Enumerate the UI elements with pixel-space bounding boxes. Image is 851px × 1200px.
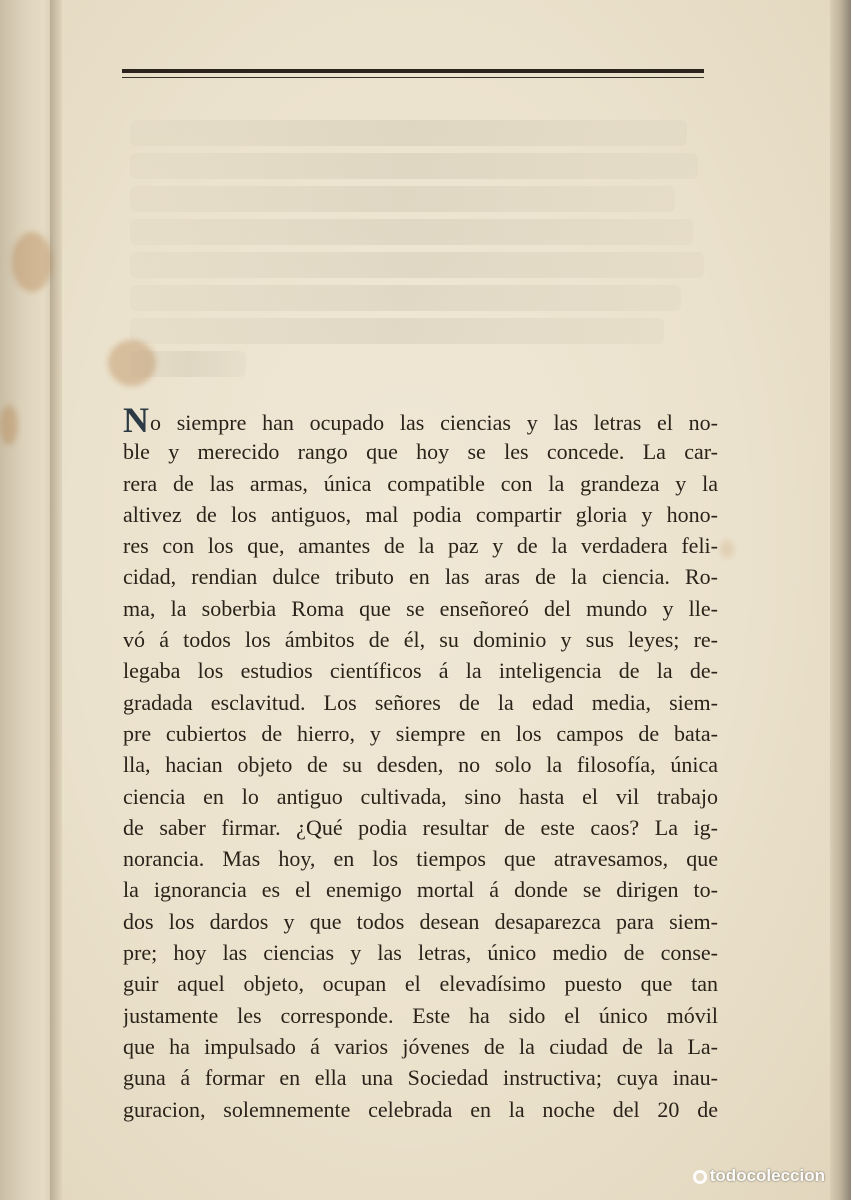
text-line: guir aquel objeto, ocupan el elevadísimo puesto que tan xyxy=(123,971,718,997)
text-line: ma, la soberbia Roma que se enseñoreó del mundo y lle- xyxy=(123,595,718,621)
todocoleccion-logo-icon xyxy=(693,1170,707,1184)
header-rule xyxy=(122,69,704,73)
text-line: dos los dardos y que todos desean desaparezca para siem- xyxy=(123,908,718,934)
text-line: pre; hoy las ciencias y las letras, único medio de conse- xyxy=(123,940,718,966)
text-line: ble y merecido rango que hoy se les concede. La car- xyxy=(123,439,718,465)
text-line: cidad, rendian dulce tributo en las aras de la ciencia. Ro- xyxy=(123,564,718,590)
text-line: lla, hacian objeto de su desden, no solo la filosofía, única xyxy=(123,752,718,778)
text-line: vó á todos los ámbitos de él, su dominio y sus leyes; re- xyxy=(123,627,718,653)
text-line: norancia. Mas hoy, en los tiempos que atravesamos, que xyxy=(123,846,718,872)
text-line: res con los que, amantes de la paz y de la verdadera feli- xyxy=(123,533,718,559)
text-line: que ha impulsado á varios jóvenes de la ciudad de la La- xyxy=(123,1033,718,1059)
text-line: la ignorancia es el enemigo mortal á donde se dirigen to- xyxy=(123,877,718,903)
show-through-text xyxy=(130,120,710,380)
foxing-stain xyxy=(12,232,52,292)
text-line: altivez de los antiguos, mal podia compartir gloria y hono- xyxy=(123,501,718,527)
foxing-stain xyxy=(0,405,18,445)
text-line: gradada esclavitud. Los señores de la edad media, siem- xyxy=(123,689,718,715)
page-right-edge xyxy=(830,0,851,1200)
text-line: justamente les corresponde. Este ha sido el único móvil xyxy=(123,1002,718,1028)
text-line: guracion, solemnemente celebrada en la noche del 20 de xyxy=(123,1096,718,1122)
watermark xyxy=(693,1166,825,1186)
foxing-stain xyxy=(720,540,734,558)
body-paragraph xyxy=(123,405,718,1125)
text-line: ciencia en lo antiguo cultivada, sino hasta el vil trabajo xyxy=(123,783,718,809)
header-rule-thin xyxy=(122,77,704,78)
text-line: No siempre han ocupado las ciencias y las letras el no- xyxy=(123,405,718,437)
text-line: de saber firmar. ¿Qué podia resultar de este caos? La ig- xyxy=(123,814,718,840)
text-line: pre cubiertos de hierro, y siempre en los campos de bata- xyxy=(123,720,718,746)
text-line: legaba los estudios científicos á la inteligencia de la de- xyxy=(123,658,718,684)
watermark-text: todocoleccion xyxy=(709,1166,825,1185)
text-line: rera de las armas, única compatible con la grandeza y la xyxy=(123,470,718,496)
drop-cap: N xyxy=(123,405,149,437)
text-line: guna á formar en ella una Sociedad instructiva; cuya inau- xyxy=(123,1065,718,1091)
